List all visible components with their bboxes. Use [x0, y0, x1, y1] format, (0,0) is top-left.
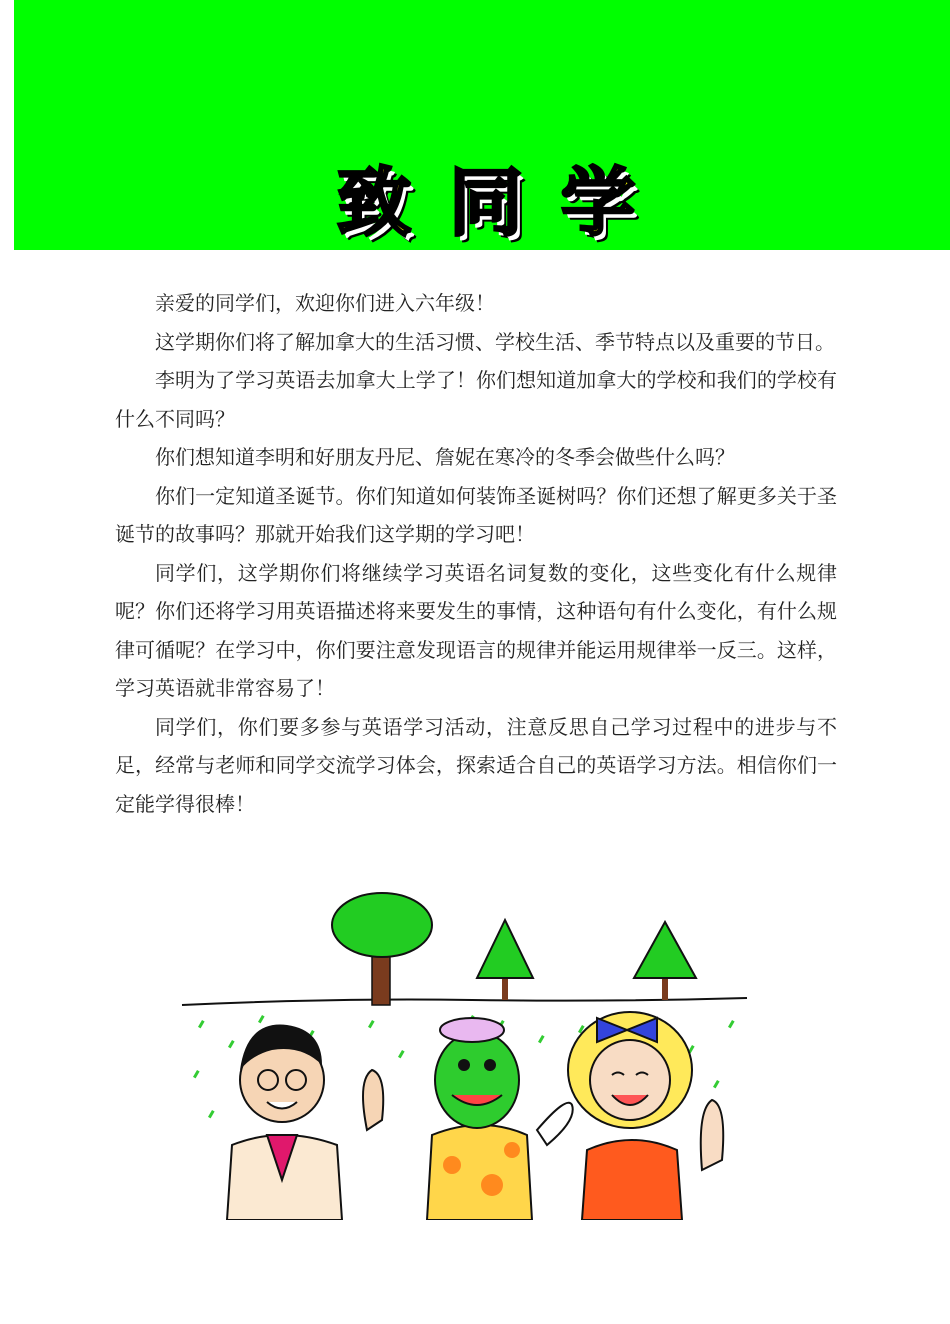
pine-tree-icon	[477, 920, 533, 1000]
paragraph-canada: 这学期你们将了解加拿大的生活习惯、学校生活、季节特点以及重要的节日。	[155, 329, 835, 354]
tree-icon	[332, 893, 432, 1005]
paragraph-christmas: 你们一定知道圣诞节。你们知道如何装饰圣诞树吗？你们还想了解更多关于圣诞节的故事吗？那就开始我们这学期的学习吧！	[115, 483, 837, 546]
pine-tree-icon	[634, 922, 696, 1000]
turtle-character-icon	[427, 1018, 573, 1220]
paragraph-greeting: 亲爱的同学们，欢迎你们进入六年级！	[155, 291, 495, 315]
paragraph-closing: 同学们，你们要多参与英语学习活动，注意反思自己学习过程中的进步与不足，经常与老师和同学交流学习体会，探索适合自己的英语学习方法。相信你们一定能学得很棒！	[115, 714, 837, 816]
cartoon-children-icon	[172, 880, 812, 1220]
paragraph-winter: 你们想知道李明和好朋友丹尼、詹妮在寒冷的冬季会做些什么吗？	[155, 445, 735, 469]
letter-body	[115, 284, 837, 823]
girl-character-icon	[568, 1012, 723, 1220]
paragraph-li-ming: 李明为了学习英语去加拿大上学了！你们想知道加拿大的学校和我们的学校有什么不同吗？	[115, 368, 837, 431]
paragraph-grammar: 同学们，这学期你们将继续学习英语名词复数的变化，这些变化有什么规律呢？你们还将学习用英语描述将来要发生的事情，这种语句有什么变化，有什么规律可循呢？在学习中，你们要注意发现语言的规律并能运用规律举一反三。这样，学习英语就非常容易了！	[115, 560, 837, 700]
page-title: 致同学	[337, 160, 673, 246]
boy-character-icon	[227, 1025, 383, 1220]
